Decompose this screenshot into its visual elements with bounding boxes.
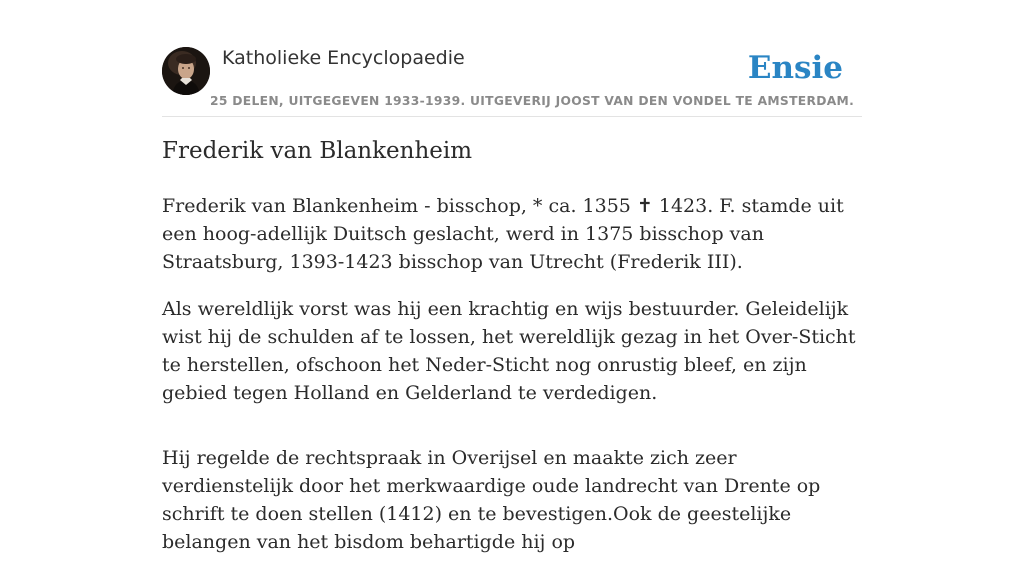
article-paragraph: Hij regelde de rechtspraak in Overijsel en maakte zich zeer verdienstelijk door het merkwaardige oude landrecht van Drente op schrift te doen stellen (1412) en te bevestigen.Ook de geestelijke belangen van het bisdom behartigde hij op <box>162 447 821 553</box>
source-title[interactable]: Katholieke Encyclopaedie <box>222 47 465 69</box>
article-paragraph: Als wereldlijk vorst was hij een krachtig en wijs bestuurder. Geleidelijk wist hij de schulden af te lossen, het wereldlijk gezag in het Over-Sticht te herstellen, ofschoon het Neder-Sticht nog onrustig bleef, en zijn gebied tegen Holland en Gelderland te verdedigen. <box>162 298 856 404</box>
article-body <box>162 192 862 575</box>
source-header <box>162 44 862 117</box>
page-title: Frederik van Blankenheim <box>162 138 473 164</box>
avatar[interactable] <box>162 47 210 95</box>
source-meta: 25 DELEN, UITGEGEVEN 1933-1939. UITGEVERIJ JOOST VAN DEN VONDEL TE AMSTERDAM. <box>210 94 855 108</box>
article-paragraph: Frederik van Blankenheim - bisschop, * ca. 1355 ✝ 1423. F. stamde uit een hoog-adellijk Duitsch geslacht, werd in 1375 bisschop van Straatsburg, 1393-1423 bisschop van Utrecht (Frederik III). <box>162 195 844 273</box>
brand-logo[interactable]: Ensie <box>747 50 843 86</box>
